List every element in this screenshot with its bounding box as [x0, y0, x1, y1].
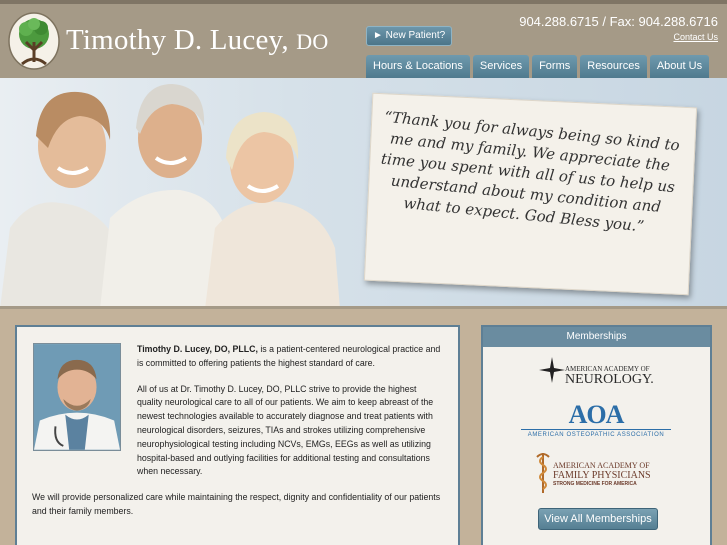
memberships-panel — [481, 325, 712, 545]
contact-us-link[interactable]: Contact Us — [673, 32, 718, 42]
family-photo — [0, 78, 370, 309]
about-intro — [32, 343, 442, 371]
tree-logo-icon[interactable] — [8, 12, 60, 70]
practice-name: Timothy D. Lucey, DO, PLLC, — [137, 344, 258, 354]
main-nav — [366, 55, 709, 78]
nav-hours-locations[interactable]: Hours & Locations — [366, 55, 470, 78]
nav-services[interactable]: Services — [473, 55, 529, 78]
nav-about-us[interactable]: About Us — [650, 55, 709, 78]
testimonial-text: “Thank you for always being so kind to me and my family. We appreciate the time you spent with all of us to help us understand about my condition and what to expect. God Bless you.” — [380, 107, 681, 236]
view-all-memberships-button[interactable]: View All Memberships — [538, 508, 658, 530]
aafp-line2: FAMILY PHYSICIANS — [553, 470, 651, 481]
about-text — [32, 343, 442, 531]
header-top-border — [0, 0, 727, 4]
aoa-mark: AOA — [568, 400, 624, 429]
about-para3: We will provide personalized care while maintaining the respect, dignity and confidentiality of our patients and their family members. — [32, 492, 441, 516]
about-panel — [15, 325, 460, 545]
nav-resources[interactable]: Resources — [580, 55, 647, 78]
site-header — [0, 0, 727, 78]
brand-name[interactable] — [66, 24, 328, 57]
about-intro-rest: is a patient-centered neurological practice and is committed to offering patients the highest standard of care. — [137, 344, 441, 368]
aan-star-icon — [539, 357, 565, 383]
aafp-line1: AMERICAN ACADEMY OF — [553, 461, 650, 470]
testimonial-note — [364, 93, 697, 296]
aan-line1: AMERICAN ACADEMY OF — [565, 365, 650, 373]
aoa-logo[interactable] — [521, 401, 671, 438]
brand-suffix: DO — [296, 29, 329, 54]
memberships-heading: Memberships — [483, 327, 710, 347]
phone-fax: 904.288.6715 / Fax: 904.288.6716 — [519, 14, 718, 29]
aafp-line3: STRONG MEDICINE FOR AMERICA — [553, 481, 637, 487]
new-patient-button[interactable]: ► New Patient? — [366, 26, 452, 46]
brand-name-text: Timothy D. Lucey, — [66, 24, 289, 56]
aan-line2: NEUROLOGY. — [565, 372, 654, 387]
nav-forms[interactable]: Forms — [532, 55, 577, 78]
caduceus-icon — [535, 451, 551, 495]
about-para2: All of us at Dr. Timothy D. Lucey, DO, PLLC strive to provide the highest quality neurological care to all of our patients. We aim to keep abreast of the newest technologies available to accurately diagnose and treat patients with neurological disorders, seizures, TIAs and strokes utilizing comprehensive neurophysiological testing including NCVs, EMGs, EEGs as well as utilizing hospital-based and outlying facilities for additional testing and consultations when necessary. — [137, 383, 434, 477]
hero-banner — [0, 78, 727, 309]
aoa-text: AMERICAN OSTEOPATHIC ASSOCIATION — [521, 429, 671, 438]
